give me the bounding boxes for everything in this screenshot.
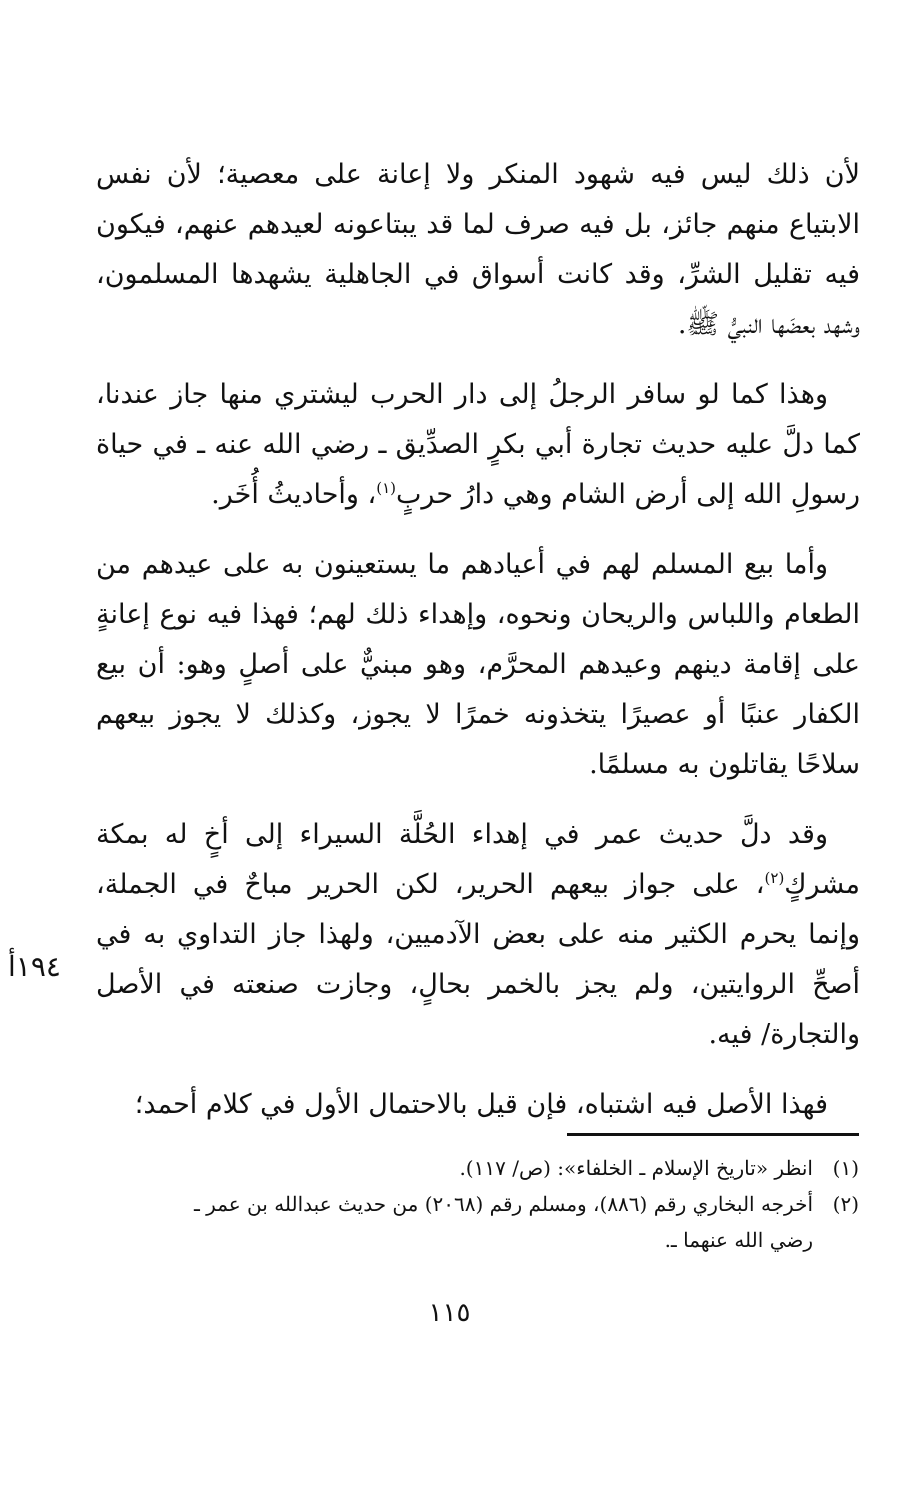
footnote-text-line: رضي الله عنهما ـ. [664,1228,813,1252]
footnote-ref-2[interactable]: (٢) [764,869,785,887]
footnote-text [87,1186,813,1258]
text-line: وإنما يحرم الكثير منه على بعض الآدميين، ولهذا جاز التداوي به في [96,919,860,950]
text-line: فيه تقليل الشرِّ، وقد كانت أسواق في الجاهلية يشهدها المسلمون، [96,259,860,290]
text-line: وأما بيع المسلم لهم في أعيادهم ما يستعينون به على عيدهم من [96,549,828,580]
text-fragment: مشركٍ [784,869,860,900]
footnotes [87,1150,859,1258]
text-line: والتجارة/ فيه. [708,1019,860,1050]
text-line: أصحِّ الروايتين، ولم يجز بالخمر بحالٍ، وجازت صنعته في الأصل [96,969,860,1000]
text-line: لأن ذلك ليس فيه شهود المنكر ولا إعانة على معصية؛ لأن نفس [96,159,860,190]
text-fragment: ، على جواز بيعهم الحرير، لكن الحرير مباحٌ في الجملة، [96,869,765,900]
text-line: الابتياع منهم جائز، بل فيه صرف لما قد يبتاعونه لعيدهم عنهم، فيكون [96,209,860,240]
footnote-number: (٢) [832,1192,859,1216]
text-line: وهذا كما لو سافر الرجلُ إلى دار الحرب ليشتري منها جاز عندنا، [96,379,828,410]
footnote-text: انظر «تاريخ الإسلام ـ الخلفاء»: (ص/ ١١٧). [459,1156,813,1180]
text-line [96,470,860,520]
paragraph-3 [96,540,860,790]
text-line: وشهد بعضَها النبيُّ ﷺ. [677,309,860,340]
text-line [96,860,860,910]
text-fragment: ، وأحاديثُ أُخَر. [211,479,377,510]
text-line: الطعام واللباس والريحان ونحوه، وإهداء ذلك لهم؛ فهذا فيه نوع إعانةٍ [96,599,860,630]
paragraph-2 [96,370,860,520]
manuscript-folio-note: ١٩٤أ [8,950,61,983]
footnote-2 [87,1186,859,1258]
footnote-1 [87,1150,859,1186]
paragraph-1 [96,150,860,350]
text-fragment: رسولِ الله إلى أرض الشام وهي دارُ حربٍ [396,479,860,510]
text-line: سلاحًا يقاتلون به مسلمًا. [589,749,860,780]
footnote-ref-1[interactable]: (١) [376,479,397,497]
text-line: وقد دلَّ حديث عمر في إهداء الحُلَّة السيراء إلى أخٍ له بمكة [96,819,828,850]
text-line: الكفار عنبًا أو عصيرًا يتخذونه خمرًا لا يجوز، وكذلك لا يجوز بيعهم [96,699,860,730]
footnote-number: (١) [832,1156,859,1180]
footnote-divider [567,1133,859,1136]
footnote-text-line: أخرجه البخاري رقم (٨٨٦)، ومسلم رقم (٢٠٦٨) من حديث عبدالله بن عمر ـ [193,1192,813,1216]
page-number: ١١٥ [428,1298,471,1328]
main-text [96,150,860,1150]
paragraph-5 [96,1080,860,1130]
text-line: فهذا الأصل فيه اشتباه، فإن قيل بالاحتمال الأول في كلام أحمد؛ [134,1089,828,1120]
text-line: كما دلَّ عليه حديث تجارة أبي بكرٍ الصدِّيق ـ رضي الله عنه ـ في حياة [96,429,860,460]
text-line: على إقامة دينهم وعيدهم المحرَّم، وهو مبنيٌّ على أصلٍ وهو: أن بيع [96,649,860,680]
paragraph-4 [96,810,860,1060]
